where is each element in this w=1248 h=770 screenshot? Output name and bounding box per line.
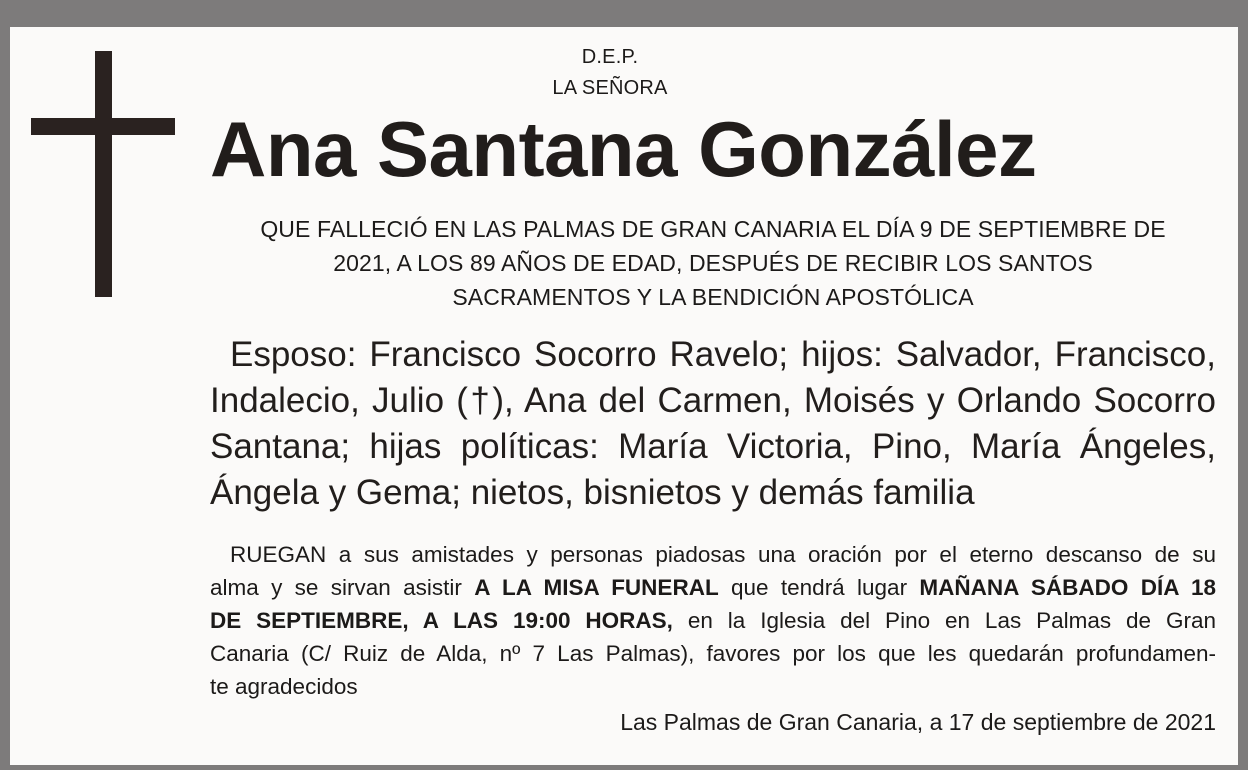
request-text: alma y se sirvan asistir [210,575,462,600]
request-line: te agradecidos [210,674,358,699]
place-date-signoff: Las Palmas de Gran Canaria, a 17 de septiembre de 2021 [620,709,1216,735]
deceased-name: Ana Santana González [210,105,1037,193]
request-line [210,604,1216,637]
funeral-request [210,538,1216,703]
mass-label: A LA MISA FUNERAL [474,575,719,600]
dep-label: D.E.P. [581,46,639,68]
announcement-line: 2021, A LOS 89 AÑOS DE EDAD, DESPUÉS DE RECIBIR LOS SANTOS [333,250,1093,276]
request-line [210,571,1216,604]
request-text: que tendrá lugar [731,575,908,600]
cross-vertical-bar [95,51,112,297]
mass-time: DE SEPTIEMBRE, A LAS 19:00 HORAS, [210,608,673,633]
latin-cross-icon [31,51,175,297]
death-announcement [210,212,1216,314]
obituary-notice [10,27,1238,765]
mass-date: MAÑANA SÁBADO DÍA 18 [919,575,1216,600]
cross-horizontal-bar [31,118,175,135]
announcement-line: QUE FALLECIÓ EN LAS PALMAS DE GRAN CANARIA EL DÍA 9 DE SEPTIEMBRE DE [260,216,1166,242]
family-line: Ángela y Gema; nietos, bisnietos y demás familia [210,473,975,512]
announcement-line: SACRAMENTOS Y LA BENDICIÓN APOSTÓLICA [452,284,974,310]
mass-location: en la Iglesia del Pino en Las Palmas de Gran [687,608,1216,633]
title-line: LA SEÑORA [552,77,668,99]
family-list [210,332,1216,516]
request-line: Canaria (C/ Ruiz de Alda, nº 7 Las Palmas), favores por los que les quedarán profundamen- [210,641,1216,666]
family-line: Santana; hijas políticas: María Victoria, Pino, María Ángeles, [210,427,1216,466]
request-line: RUEGAN a sus amistades y personas piadosas una oración por el eterno descanso de su [230,542,1216,567]
family-line: Esposo: Francisco Socorro Ravelo; hijos: Salvador, Francisco, [230,335,1216,374]
family-line: Indalecio, Julio (†), Ana del Carmen, Moisés y Orlando Socorro [210,381,1216,420]
